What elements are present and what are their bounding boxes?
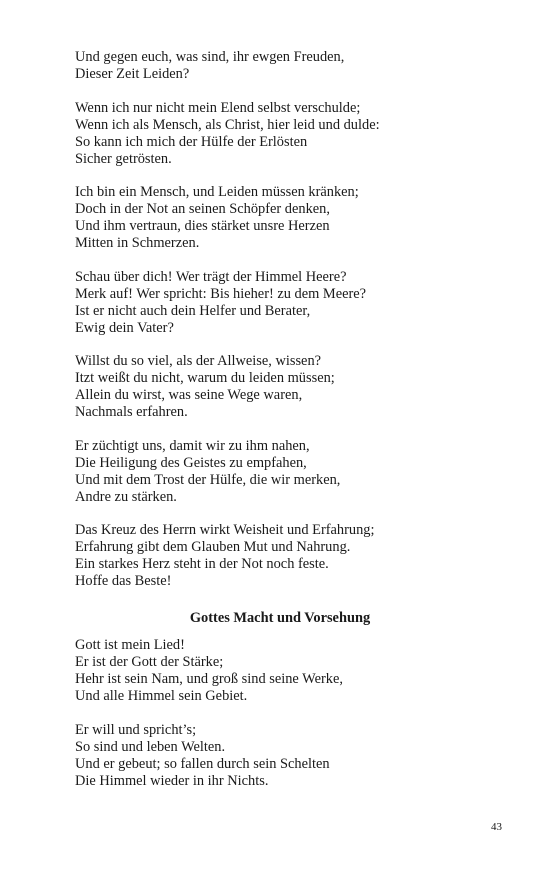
stanza bbox=[75, 49, 495, 83]
stanza bbox=[75, 438, 495, 506]
verse-line: Sicher getrösten. bbox=[75, 150, 172, 167]
verse-line: Wenn ich als Mensch, als Christ, hier leid und dulde: bbox=[75, 116, 380, 133]
verse-line: Und gegen euch, was sind, ihr ewgen Freuden, bbox=[75, 49, 345, 65]
stanza bbox=[75, 722, 495, 790]
stanza bbox=[75, 100, 495, 168]
stanza bbox=[75, 269, 495, 337]
verse-line: Er züchtigt uns, damit wir zu ihm nahen, bbox=[75, 437, 310, 454]
verse-line: Ich bin ein Mensch, und Leiden müssen kränken; bbox=[75, 184, 359, 200]
poem-text bbox=[75, 49, 495, 806]
verse-line: Hoffe das Beste! bbox=[75, 573, 172, 589]
verse-line: Die Himmel wieder in ihr Nichts. bbox=[75, 772, 269, 789]
verse-line: Hehr ist sein Nam, und groß sind seine Werke, bbox=[75, 671, 343, 687]
verse-line: Mitten in Schmerzen. bbox=[75, 235, 200, 251]
stanza bbox=[75, 353, 495, 421]
verse-line: Ein starkes Herz steht in der Not noch feste. bbox=[75, 556, 329, 572]
verse-line: Die Heiligung des Geistes zu empfahen, bbox=[75, 454, 307, 471]
verse-line: Doch in der Not an seinen Schöpfer denken, bbox=[75, 201, 330, 217]
stanza bbox=[75, 522, 495, 590]
verse-line: Und er gebeut; so fallen durch sein Schelten bbox=[75, 755, 330, 772]
verse-line: Itzt weißt du nicht, warum du leiden müssen; bbox=[75, 370, 335, 386]
verse-line: So sind und leben Welten. bbox=[75, 738, 226, 755]
stanza bbox=[75, 184, 495, 252]
verse-line: Gott ist mein Lied! bbox=[75, 637, 185, 653]
verse-line: Das Kreuz des Herrn wirkt Weisheit und Erfahrung; bbox=[75, 522, 375, 538]
poem-title: Gottes Macht und Vorsehung bbox=[189, 610, 371, 626]
verse-line: Ewig dein Vater? bbox=[75, 319, 174, 336]
verse-line: Dieser Zeit Leiden? bbox=[75, 66, 190, 82]
verse-line: Allein du wirst, was seine Wege waren, bbox=[75, 387, 303, 403]
verse-line: Merk auf! Wer spricht: Bis hieher! zu dem Meere? bbox=[75, 285, 367, 302]
verse-line: Und ihm vertraun, dies stärket unsre Herzen bbox=[75, 218, 330, 234]
verse-line: So kann ich mich der Hülfe der Erlösten bbox=[75, 133, 308, 150]
verse-line: Und alle Himmel sein Gebiet. bbox=[75, 688, 248, 704]
verse-line: Willst du so viel, als der Allweise, wissen? bbox=[75, 353, 322, 369]
verse-line: Erfahrung gibt dem Glauben Mut und Nahrung. bbox=[75, 539, 351, 555]
verse-line: Wenn ich nur nicht mein Elend selbst verschulde; bbox=[75, 99, 361, 116]
verse-line: Er will und spricht’s; bbox=[75, 721, 197, 738]
verse-line: Ist er nicht auch dein Helfer und Berater, bbox=[75, 302, 311, 319]
stanza bbox=[75, 637, 495, 705]
page-number: 43 bbox=[491, 821, 502, 833]
verse-line: Nachmals erfahren. bbox=[75, 404, 188, 420]
verse-line: Er ist der Gott der Stärke; bbox=[75, 654, 224, 670]
verse-line: Andre zu stärken. bbox=[75, 488, 177, 505]
verse-line: Und mit dem Trost der Hülfe, die wir merken, bbox=[75, 471, 341, 488]
verse-line: Schau über dich! Wer trägt der Himmel Heere? bbox=[75, 268, 347, 285]
